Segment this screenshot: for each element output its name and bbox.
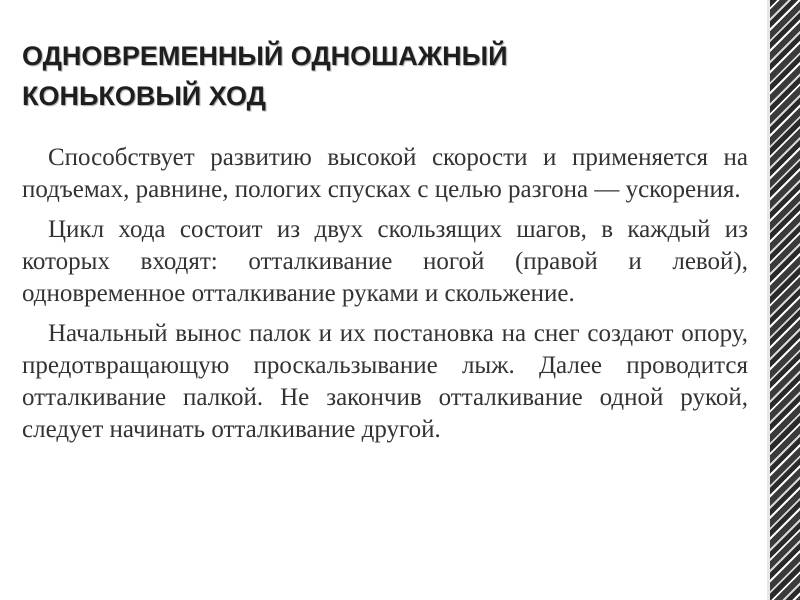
paragraph-2: Цикл хода состоит из двух скользящих шагов, в каждый из которых входят: отталкивание ногой (правой и левой), одновременное отталкивание руками и скольжение. [22, 216, 748, 307]
paragraph-3: Начальный вынос палок и их постановка на снег создают опору, предотвращающую проскальзывание лыж. Далее проводится отталкивание палкой. Не закончив отталкивание одной рукой, следует начинать отталкивание другой. [22, 320, 748, 443]
slide-body [22, 142, 748, 454]
paragraph-1: Способствует развитию высокой скорости и применяется на подъемах, равнине, пологих спусках с целью разгона — ускорения. [22, 144, 748, 203]
slide-title [22, 36, 722, 116]
slide-title-line-2: КОНЬКОВЫЙ ХОД [22, 81, 266, 111]
slide-title-line-1: ОДНОВРЕМЕННЫЙ ОДНОШАЖНЫЙ [22, 41, 508, 71]
decorative-edge-strip [770, 0, 800, 600]
